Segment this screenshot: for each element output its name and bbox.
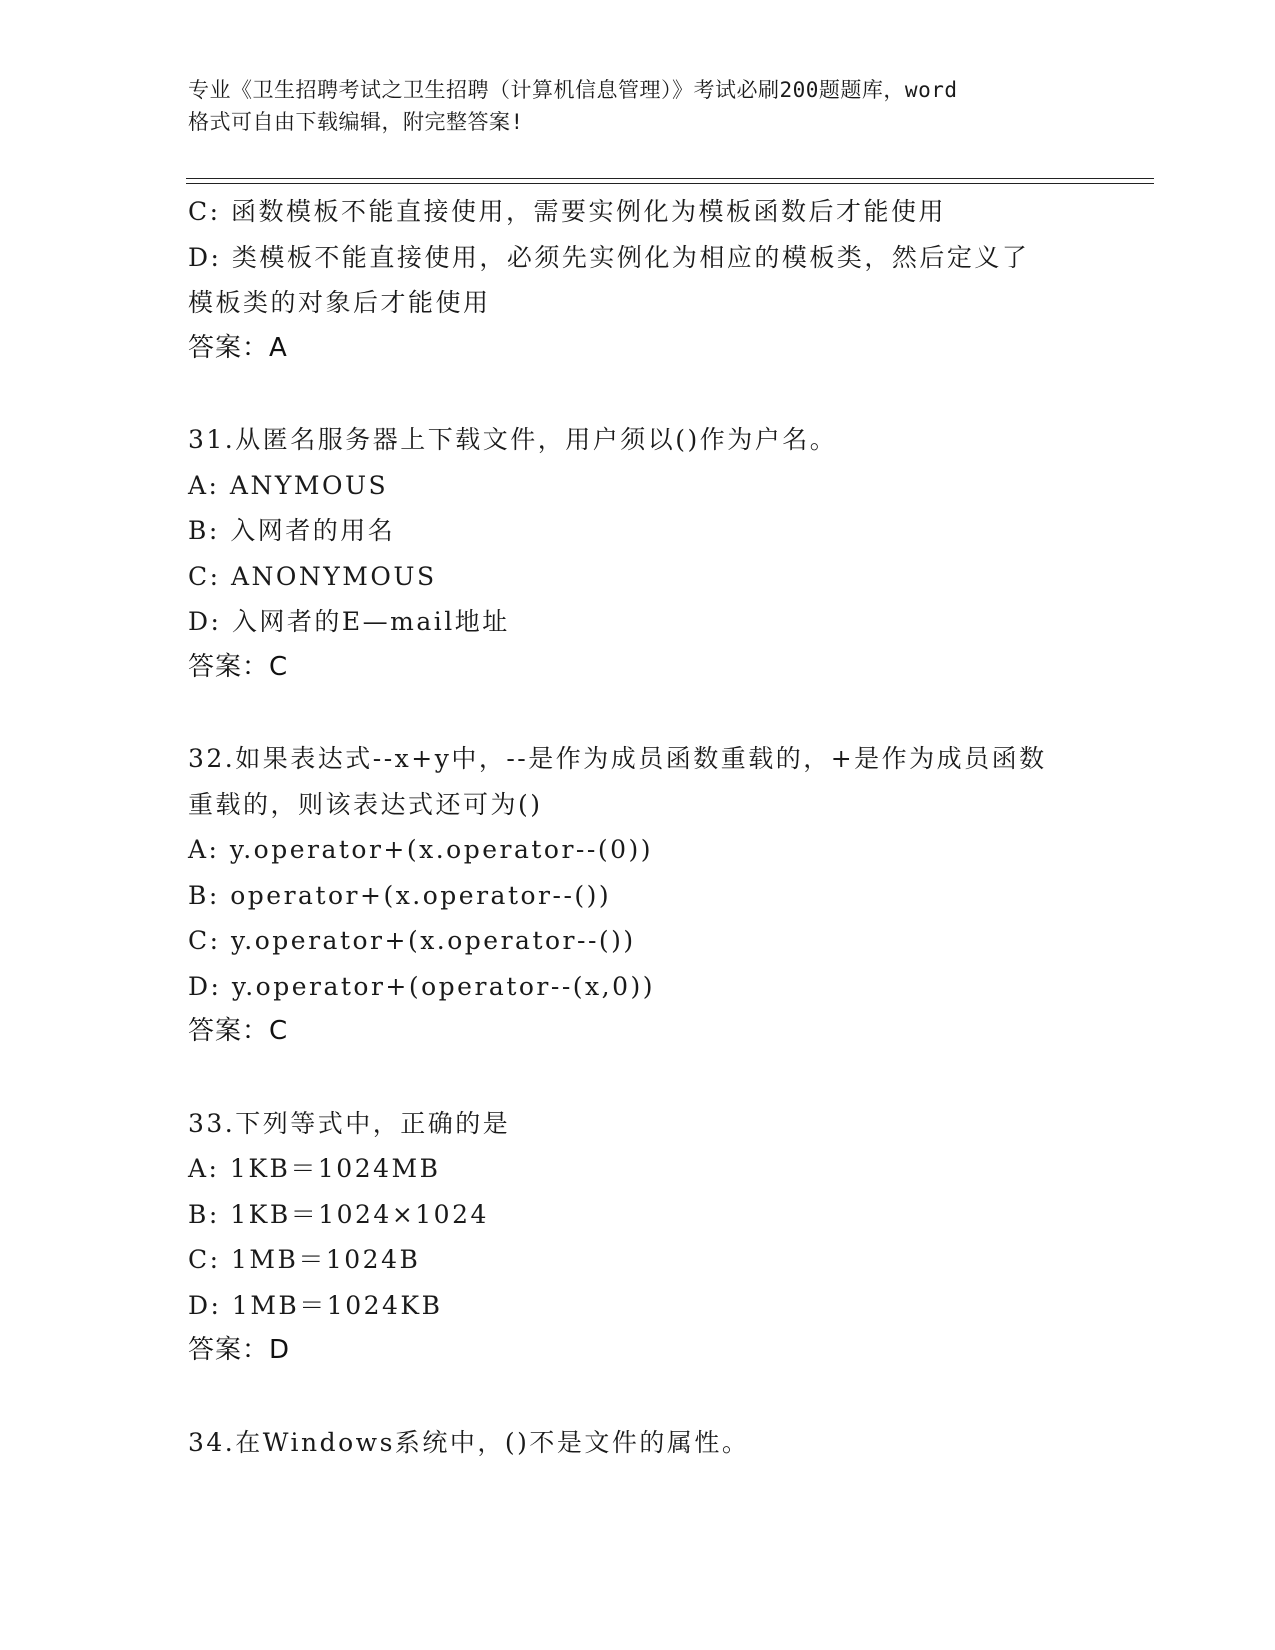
document-header [188,74,1088,138]
option-c: C: y.operator+(x.operator--()) [188,926,636,955]
question-31 [188,417,1088,690]
question-stem-line-2: 重载的，则该表达式还可为() [188,789,543,819]
option-a: A: ANYMOUS [188,470,389,500]
option-b: B: operator+(x.operator--()) [188,880,612,910]
question-32 [188,736,1088,1055]
question-stem: 31.从匿名服务器上下载文件，用户须以()作为户名。 [188,425,838,454]
prev-question-block [188,189,1088,371]
header-title-line-1: 专业《卫生招聘考试之卫生招聘（计算机信息管理）》考试必刷200题题库，word [188,78,958,102]
spacer [188,1055,1088,1101]
answer: 答案：D [188,1335,291,1365]
option-c: C: ANONYMOUS [188,561,437,591]
option-d: D: y.operator+(operator--(x,0)) [188,971,655,1001]
answer: 答案：A [188,332,288,363]
answer: 答案：C [188,1016,289,1046]
option-a: A: 1KB＝1024MB [188,1154,441,1183]
spacer [188,1374,1088,1420]
option-b: B: 1KB＝1024×1024 [188,1199,489,1229]
option-d-line-1: D: 类模板不能直接使用，必须先实例化为相应的模板类，然后定义了 [188,242,1030,272]
header-title-line-2: 格式可自由下载编辑，附完整答案! [188,110,524,134]
question-stem: 33.下列等式中，正确的是 [188,1108,511,1138]
header-divider-top [186,178,1154,179]
answer: 答案：C [188,651,289,682]
option-c: C: 1MB＝1024B [188,1245,421,1274]
option-b: B: 入网者的用名 [188,516,396,545]
option-d: D: 入网者的E—mail地址 [188,607,510,636]
option-d-line-2: 模板类的对象后才能使用 [188,288,491,317]
question-stem: 34.在Windows系统中，()不是文件的属性。 [188,1427,750,1457]
spacer [188,690,1088,736]
header-divider-bottom [186,183,1154,184]
question-34 [188,1420,1088,1466]
option-d: D: 1MB＝1024KB [188,1290,443,1320]
question-33 [188,1101,1088,1374]
option-a: A: y.operator+(x.operator--(0)) [188,835,653,864]
question-stem-line-1: 32.如果表达式--x+y中，--是作为成员函数重载的，+是作为成员函数 [188,744,1047,773]
option-c: C: 函数模板不能直接使用，需要实例化为模板函数后才能使用 [188,197,947,226]
document-body [188,189,1088,1465]
spacer [188,371,1088,417]
